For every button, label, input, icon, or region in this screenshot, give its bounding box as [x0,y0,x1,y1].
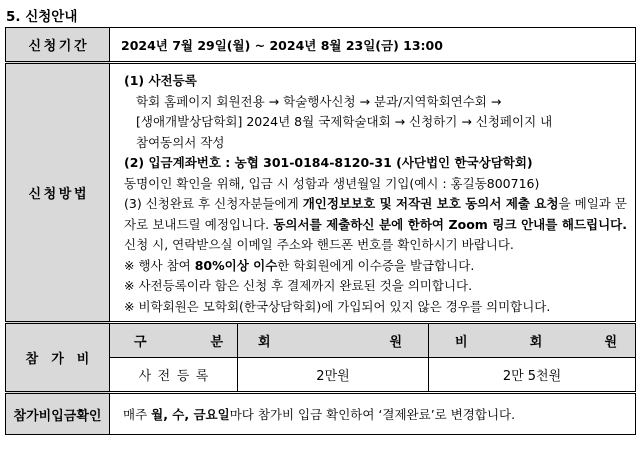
confirm-row [6,393,636,435]
account-number: (2) 입금계좌번호 : 농협 301-0184-8120-31 (사단법인 한국상담학회) [124,155,533,170]
fee-header-nonmember: 비 회 원 [429,324,636,358]
fee-data-row [110,358,635,392]
account-note: 동명이인 확인을 위해, 입금 시 성함과 생년월일 기입(예시 : 홍길동800716) [124,175,540,191]
fee-table [110,324,635,391]
application-info-table [5,27,636,435]
note-pre-registration: ※ 사전등록이라 함은 신청 후 결제까지 완료된 것을 의미합니다. [124,278,473,293]
fee-table-cell [110,323,636,393]
method-row [6,63,636,323]
fee-row-class: 사 전 등 록 [110,358,238,392]
fee-header-member: 회 원 [238,324,429,358]
method-content [110,63,636,323]
fee-row [6,323,636,393]
confirm-text: 매주 월, 수, 금요일마다 참가비 입금 확인하여 ‘결제완료’로 변경합니다. [110,393,636,435]
note-non-member: ※ 비학회원은 모학회(한국상담학회)에 가입되어 있지 않은 경우를 의미합니다. [124,298,551,314]
period-row [6,28,636,63]
fee-row-nonmember: 2만 5천원 [502,369,562,384]
note-completion: ※ 행사 참여 80%이상 이수한 학회원에게 이수증을 발급합니다. [124,257,475,273]
fee-row-member: 2만원 [238,358,429,392]
pre-registration-heading: (1) 사전등록 [124,73,197,88]
pre-registration-path: 학회 홈페이지 회원전용 → 학술행사신청 → 분과/지역학회연수회 → [생애개발상담학회] 2024년 8월 국제학술대회 → 신청하기 → 신청페이지 내 참여동의서 작성 [136,93,553,150]
period-label: 신 청 기 간 [6,28,110,63]
fee-header-class: 구 분 [110,324,238,358]
fee-label: 참 가 비 [6,323,110,393]
period-value: 2024년 7월 29일(월) ~ 2024년 8월 23일(금) 13:00 [110,28,636,63]
fee-header-row [110,324,635,358]
section-title: 5. 신청안내 [6,9,78,25]
method-label: 신 청 방 법 [6,63,110,323]
step3-text: (3) 신청완료 후 신청자분들에게 개인정보보호 및 저작권 보호 동의서 제출 요청을 메일과 문자로 보내드릴 예정입니다. 동의서를 제출하신 분에 한하여 Zoom 링크 안내를 해드립니다. 신청 시, 연락받으실 이메일 주소와 핸드폰 번호를 확인하시기 바랍니다. [124,196,627,252]
confirm-label: 참가비입금확인 [6,393,110,435]
